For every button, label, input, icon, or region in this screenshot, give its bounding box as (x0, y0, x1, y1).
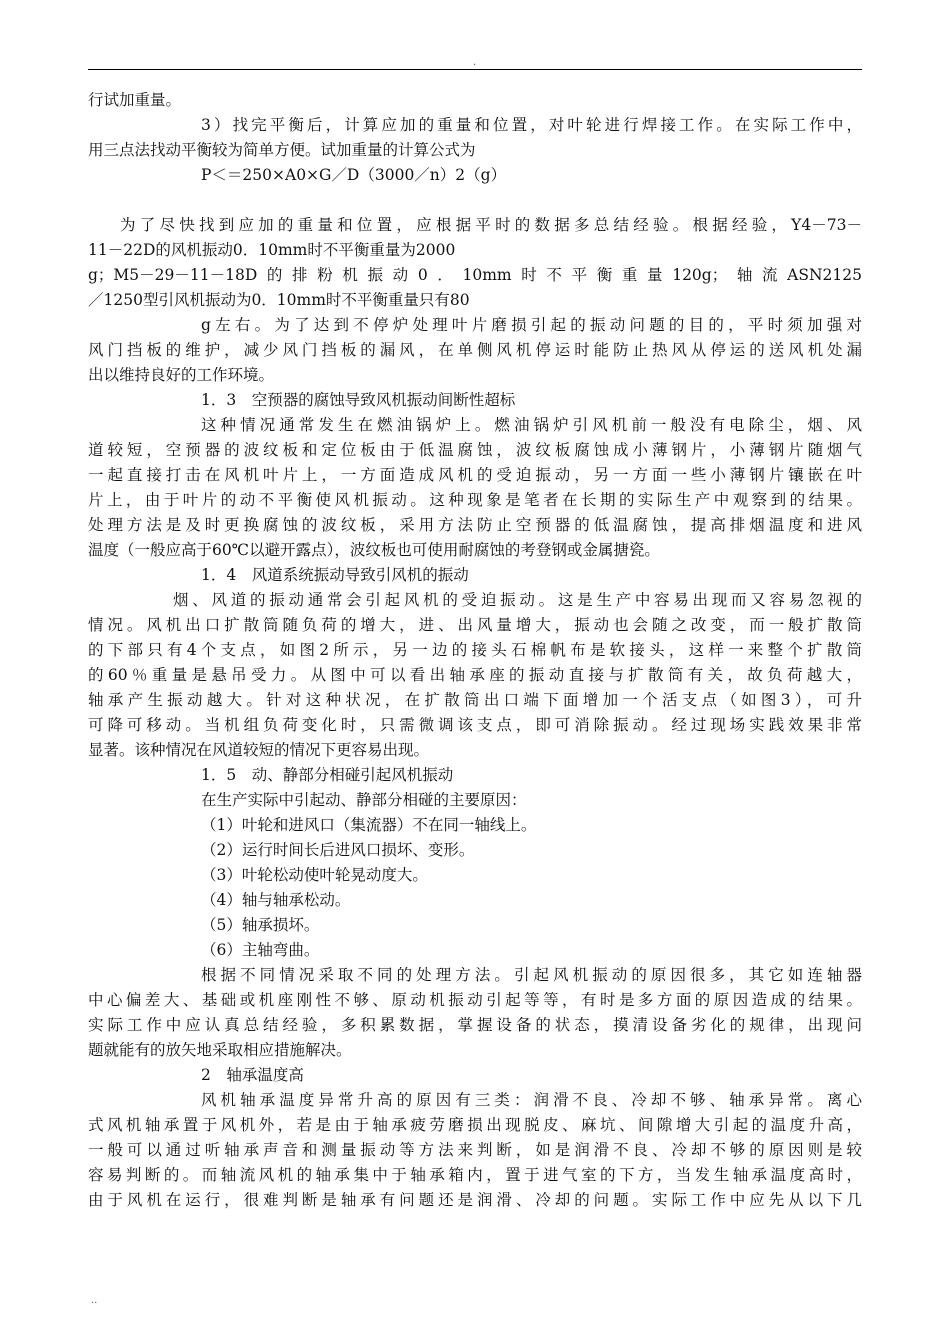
text-line: 情况。风机出口扩散筒随负荷的增大，进、出风量增大，振动也会随之改变，而一般扩散筒 (88, 616, 862, 634)
text-line: 处理方法是及时更换腐蚀的波纹板，采用方法防止空预器的低温腐蚀，提高排烟温度和进风 (88, 516, 862, 534)
list-item: （4）轴与轴承松动。 (201, 891, 351, 909)
text-line: 一般可以通过听轴承声音和测量振动等方法来判断，如是润滑不良、冷却不够的原因则是较 (88, 1141, 862, 1159)
text-line: 在生产实际中引起动、静部分相碰的主要原因： (201, 791, 527, 809)
section-heading: 2 轴承温度高 (201, 1066, 304, 1084)
list-item: （1）叶轮和进风口（集流器）不在同一轴线上。 (201, 816, 537, 834)
text-line: 容易判断的。而轴流风机的轴承集中于轴承箱内，置于进气室的下方，当发生轴承温度高时， (88, 1166, 862, 1184)
section-heading: 1．5 动、静部分相碰引起风机振动 (201, 766, 454, 784)
section-heading: 1．3 空预器的腐蚀导致风机振动间断性超标 (201, 391, 516, 409)
text-line: 烟、风道的振动通常会引起风机的受迫振动。这是生产中容易出现而又容易忽视的 (173, 591, 862, 609)
text-line: 这种情况通常发生在燃油锅炉上。燃油锅炉引风机前一般没有电除尘，烟、风 (201, 416, 862, 434)
document-body (88, 88, 862, 1213)
text-line: 片上，由于叶片的动不平衡使风机振动。这种现象是笔者在长期的实际生产中观察到的结果。 (88, 491, 862, 509)
text-line: 温度（一般应高于60℃以避开露点），波纹板也可使用耐腐蚀的考登钢或金属搪瓷。 (88, 541, 660, 559)
text-line: 中心偏差大、基础或机座刚性不够、原动机振动引起等等，有时是多方面的原因造成的结果。 (88, 991, 862, 1009)
list-item: （3）叶轮松动使叶轮晃动度大。 (201, 866, 428, 884)
blank-line (88, 188, 862, 213)
text-line: 风机轴承温度异常升高的原因有三类：润滑不良、冷却不够、轴承异常。离心 (201, 1091, 862, 1109)
text-line: 道较短，空预器的波纹板和定位板由于低温腐蚀，波纹板腐蚀成小薄钢片，小薄钢片随烟气 (88, 441, 862, 459)
text-line: 题就能有的放矢地采取相应措施解决。 (88, 1041, 352, 1059)
list-item: （2）运行时间长后进风口损坏、变形。 (201, 841, 475, 859)
text-line: 为了尽快找到应加的重量和位置，应根据平时的数据多总结经验。根据经验，Y4－73－ (120, 216, 862, 234)
list-item: （6）主轴弯曲。 (201, 941, 320, 959)
text-line: g；M5－29－11－18D的排粉机振动0．10mm时不平衡重量120g；轴流ASN2125 (88, 266, 862, 284)
text-line: 式风机轴承置于风机外，若是由于轴承疲劳磨损出现脱皮、麻坑、间隙增大引起的温度升高， (88, 1116, 862, 1134)
text-line: 3）找完平衡后，计算应加的重量和位置，对叶轮进行焊接工作。在实际工作中， (201, 116, 862, 134)
text-line: 用三点法找动平衡较为简单方便。试加重量的计算公式为 (88, 141, 476, 159)
text-line: 可降可移动。当机组负荷变化时，只需微调该支点，即可消除振动。经过现场实践效果非常 (88, 716, 862, 734)
text-line: 风门挡板的维护，减少风门挡板的漏风，在单侧风机停运时能防止热风从停运的送风机处漏 (88, 341, 862, 359)
text-line: 实际工作中应认真总结经验，多积累数据，掌握设备的状态，摸清设备劣化的规律，出现问 (88, 1016, 862, 1034)
header-mark: . (473, 57, 477, 68)
text-line: 行试加重量。 (88, 91, 182, 109)
text-line: 出以维持良好的工作环境。 (88, 366, 275, 384)
text-line: g左右。为了达到不停炉处理叶片磨损引起的振动问题的目的，平时须加强对 (201, 316, 862, 334)
footer-mark: .. (91, 1295, 98, 1306)
formula-line: P＜＝250×A0×G／D（3000／n）2（g） (201, 166, 507, 184)
list-item: （5）轴承损坏。 (201, 916, 320, 934)
header-rule (88, 69, 862, 70)
text-line: 的60％重量是悬吊受力。从图中可以看出轴承座的振动直接与扩散筒有关，故负荷越大， (88, 666, 862, 684)
text-line: ／1250型引风机振动为0．10mm时不平衡重量只有80 (88, 291, 470, 309)
text-line: 根据不同情况采取不同的处理方法。引起风机振动的原因很多，其它如连轴器 (201, 966, 862, 984)
text-line: 轴承产生振动越大。针对这种状况，在扩散筒出口端下面增加一个活支点（如图3），可升 (88, 691, 862, 709)
text-line: 11－22D的风机振动0．10mm时不平衡重量为2000 (88, 241, 456, 259)
text-line: 显著。该种情况在风道较短的情况下更容易出现。 (88, 741, 430, 759)
section-heading: 1．4 风道系统振动导致引风机的振动 (201, 566, 469, 584)
text-line: 的下部只有4个支点，如图2所示，另一边的接头石棉帆布是软接头，这样一来整个扩散筒 (88, 641, 862, 659)
text-line: 一起直接打击在风机叶片上，一方面造成风机的受迫振动，另一方面一些小薄钢片镶嵌在叶 (88, 466, 862, 484)
text-line: 由于风机在运行，很难判断是轴承有问题还是润滑、冷却的问题。实际工作中应先从以下几 (88, 1191, 862, 1209)
